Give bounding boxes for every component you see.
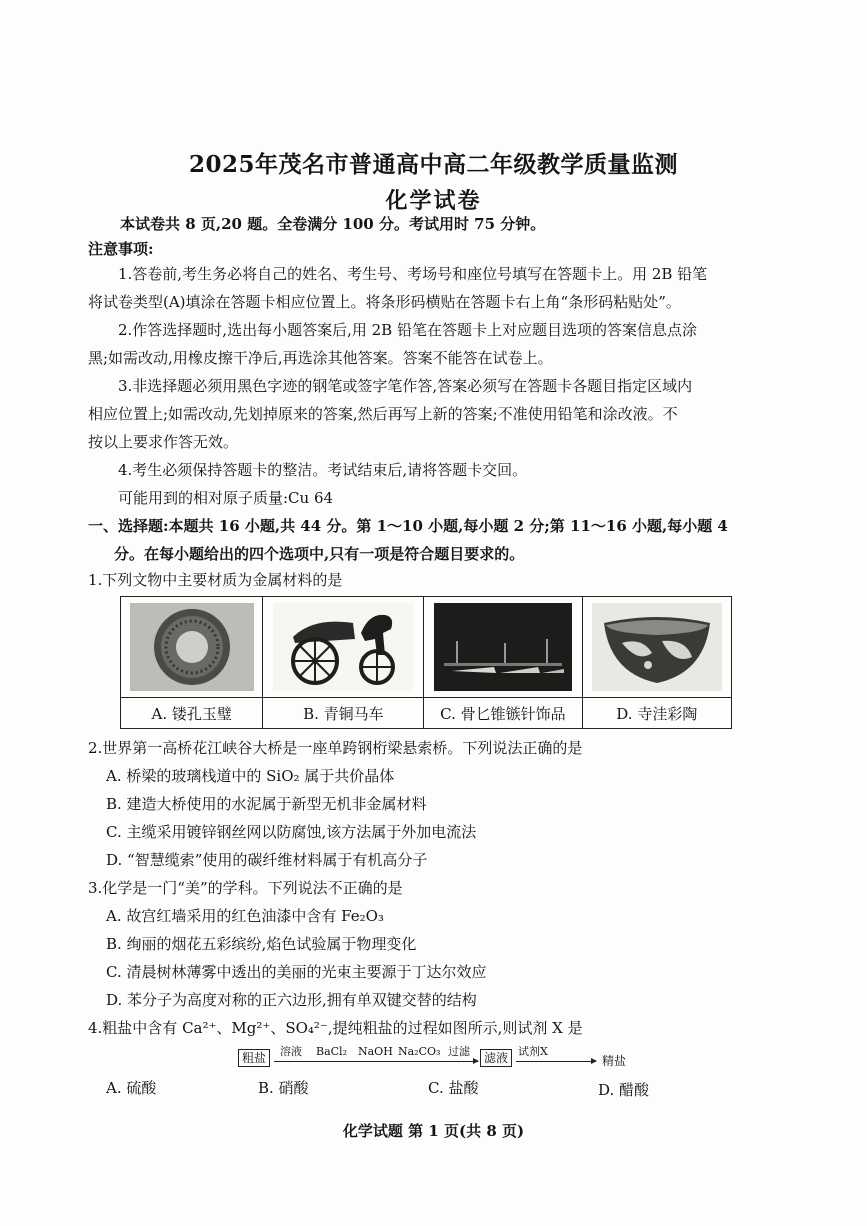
q1-photo-cell-b (263, 597, 424, 698)
q1-photo-cell-c (424, 597, 582, 698)
q1-option-d: D. 寺洼彩陶 (582, 698, 731, 729)
q4-option-d: D. 醋酸 (598, 1081, 650, 1099)
bone-tools-image (434, 603, 572, 691)
flow-label: Na₂CO₃ (398, 1045, 441, 1058)
q1-photo-cell-d (582, 597, 731, 698)
atomic-mass-note: 可能用到的相对原子质量:Cu 64 (118, 489, 334, 507)
q3-option-c: C. 清晨树林薄雾中透出的美丽的光束主要源于丁达尔效应 (106, 963, 487, 981)
flow-box-crude-salt: 粗盐 (238, 1049, 270, 1067)
flow-box-filtrate: 滤液 (480, 1049, 512, 1067)
section-heading: 一、选择题:本题共 16 小题,共 44 分。第 1～10 小题,每小题 2 分;第 11～16 小题,每小题 4 (88, 517, 728, 535)
notice-line: 2.作答选择题时,选出每小题答案后,用 2B 铅笔在答题卡上对应题目选项的答案信息点涂 (118, 321, 697, 339)
flow-arrow (274, 1061, 478, 1062)
page-footer: 化学试题 第 1 页(共 8 页) (342, 1122, 525, 1140)
exam-subject: 化学试卷 (385, 188, 482, 214)
notice-line: 按以上要求作答无效。 (88, 433, 239, 451)
notice-line: 相应位置上;如需改动,先划掉原来的答案,然后再写上新的答案;不准使用铅笔和涂改液。不 (88, 405, 678, 423)
flow-label: NaOH (358, 1045, 393, 1058)
exam-summary: 本试卷共 8 页,20 题。全卷满分 100 分。考试用时 75 分钟。 (120, 215, 546, 233)
q4-option-a: A. 硫酸 (106, 1079, 157, 1097)
flow-label: 过滤 (448, 1045, 470, 1058)
q1-option-c: C. 骨匕锥镞针饰品 (424, 698, 582, 729)
jade-bi-disc-image (130, 603, 254, 691)
exam-title: 2025年茂名市普通高中高二年级教学质量监测 (188, 151, 678, 178)
q3-option-b: B. 绚丽的烟花五彩缤纷,焰色试验属于物理变化 (106, 935, 417, 953)
q1-option-a: A. 镂孔玉璧 (121, 698, 263, 729)
q2-stem: 2.世界第一高桥花江峡谷大桥是一座单跨钢桁梁悬索桥。下列说法正确的是 (88, 739, 583, 757)
flow-label: 试剂X (518, 1045, 548, 1058)
q3-option-d: D. 苯分子为高度对称的正六边形,拥有单双键交替的结构 (106, 991, 477, 1009)
q2-option-d: D. “智慧缆索”使用的碳纤维材料属于有机高分子 (106, 851, 428, 869)
flow-product: 精盐 (602, 1054, 627, 1068)
q3-stem: 3.化学是一门“美”的学科。下列说法不正确的是 (88, 879, 403, 897)
flow-label: BaCl₂ (316, 1045, 347, 1058)
q2-option-a: A. 桥梁的玻璃栈道中的 SiO₂ 属于共价晶体 (106, 767, 395, 785)
q4-option-b: B. 硝酸 (258, 1079, 309, 1097)
flow-arrow (516, 1061, 596, 1062)
q1-photo-cell-a (121, 597, 263, 698)
q4-option-c: C. 盐酸 (428, 1079, 479, 1097)
notice-line: 1.答卷前,考生务必将自己的姓名、考生号、考场号和座位号填写在答题卡上。用 2B 铅笔 (118, 265, 708, 283)
flow-label: 溶液 (280, 1045, 302, 1058)
notice-line: 3.非选择题必须用黑色字迹的钢笔或签字笔作答,答案必须写在答题卡各题目指定区域内 (118, 377, 693, 395)
q1-stem: 1.下列文物中主要材质为金属材料的是 (88, 571, 343, 589)
q4-stem: 4.粗盐中含有 Ca²⁺、Mg²⁺、SO₄²⁻,提纯粗盐的过程如图所示,则试剂 X 是 (88, 1019, 583, 1037)
painted-pottery-image (592, 603, 722, 691)
q2-option-c: C. 主缆采用镀锌钢丝网以防腐蚀,该方法属于外加电流法 (106, 823, 477, 841)
q1-artifact-table (120, 596, 732, 729)
q4-flow-diagram (238, 1045, 658, 1079)
notice-heading: 注意事项: (88, 240, 154, 258)
bronze-chariot-image (273, 603, 413, 691)
q2-option-b: B. 建造大桥使用的水泥属于新型无机非金属材料 (106, 795, 427, 813)
section-heading-cont: 分。在每小题给出的四个选项中,只有一项是符合题目要求的。 (114, 545, 525, 563)
notice-line: 黑;如需改动,用橡皮擦干净后,再选涂其他答案。答案不能答在试卷上。 (88, 349, 553, 367)
q1-option-b: B. 青铜马车 (263, 698, 424, 729)
q3-option-a: A. 故宫红墙采用的红色油漆中含有 Fe₂O₃ (106, 907, 384, 925)
notice-line: 将试卷类型(A)填涂在答题卡相应位置上。将条形码横贴在答题卡右上角“条形码粘贴处”。 (88, 293, 681, 311)
notice-line: 4.考生必须保持答题卡的整洁。考试结束后,请将答题卡交回。 (118, 461, 528, 479)
